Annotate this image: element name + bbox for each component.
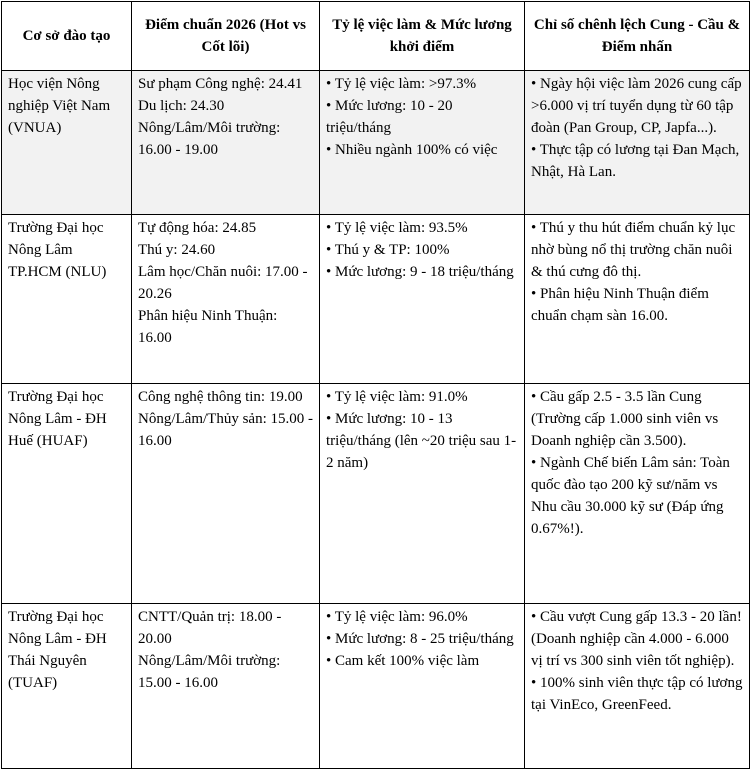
employment-cell (320, 384, 525, 604)
table-row (2, 71, 750, 215)
institution-cell: Học viện Nông nghiệp Việt Nam (VNUA) (2, 71, 132, 215)
score-line: Nông/Lâm/Thủy sản: 15.00 - 16.00 (138, 411, 313, 449)
score-line: Thú y: 24.60 (138, 242, 216, 258)
highlight-line: • Phân hiệu Ninh Thuận điểm chuẩn chạm sàn 16.00. (531, 286, 709, 324)
employment-line: • Tỷ lệ việc làm: 93.5% (326, 220, 468, 236)
scores-cell (132, 604, 320, 769)
scores-cell (132, 215, 320, 384)
highlight-line: • Cầu gấp 2.5 - 3.5 lần Cung (Trường cấp 1.000 sinh viên vs Doanh nghiệp cần 3.500). (531, 389, 719, 449)
scores-cell (132, 384, 320, 604)
highlights-cell (525, 215, 750, 384)
employment-line: • Nhiều ngành 100% có việc (326, 142, 498, 158)
employment-line: • Mức lương: 10 - 13 triệu/tháng (lên ~20 triệu sau 1-2 năm) (326, 411, 517, 471)
institution-cell: Trường Đại học Nông Lâm TP.HCM (NLU) (2, 215, 132, 384)
employment-line: • Mức lương: 8 - 25 triệu/tháng (326, 631, 514, 647)
score-line: Nông/Lâm/Môi trường: 16.00 - 19.00 (138, 120, 281, 158)
score-line: Công nghệ thông tin: 19.00 (138, 389, 303, 405)
highlight-line: • Thực tập có lương tại Đan Mạch, Nhật, Hà Lan. (531, 142, 740, 180)
employment-line: • Mức lương: 9 - 18 triệu/tháng (326, 264, 514, 280)
score-line: Lâm học/Chăn nuôi: 17.00 - 20.26 (138, 264, 308, 302)
table-row (2, 604, 750, 769)
table-row (2, 215, 750, 384)
score-line: Phân hiệu Ninh Thuận: 16.00 (138, 308, 278, 346)
employment-line: • Cam kết 100% việc làm (326, 653, 480, 669)
employment-line: • Thú y & TP: 100% (326, 242, 450, 258)
employment-cell (320, 215, 525, 384)
header-row (2, 2, 750, 71)
highlight-line: • Cầu vượt Cung gấp 13.3 - 20 lần! (Doanh nghiệp cần 4.000 - 6.000 vị trí vs 300 sinh viên tốt nghiệp). (531, 609, 742, 669)
highlight-line: • 100% sinh viên thực tập có lương tại VinEco, GreenFeed. (531, 675, 743, 713)
score-line: Du lịch: 24.30 (138, 98, 225, 114)
score-line: CNTT/Quản trị: 18.00 - 20.00 (138, 609, 282, 647)
highlight-line: • Ngành Chế biến Lâm sản: Toàn quốc đào tạo 200 kỹ sư/năm vs Nhu cầu 30.000 kỹ sư (Đáp ứng 0.67%!). (531, 455, 730, 537)
highlights-cell (525, 604, 750, 769)
employment-cell (320, 604, 525, 769)
highlights-cell (525, 384, 750, 604)
employment-line: • Mức lương: 10 - 20 triệu/tháng (326, 98, 453, 136)
score-line: Sư phạm Công nghệ: 24.41 (138, 76, 303, 92)
header-supply-demand: Chỉ số chênh lệch Cung - Cầu & Điểm nhấn (525, 2, 750, 71)
score-line: Nông/Lâm/Môi trường: 15.00 - 16.00 (138, 653, 281, 691)
scores-cell (132, 71, 320, 215)
table-row (2, 384, 750, 604)
institution-cell: Trường Đại học Nông Lâm - ĐH Huế (HUAF) (2, 384, 132, 604)
institution-cell: Trường Đại học Nông Lâm - ĐH Thái Nguyên (TUAF) (2, 604, 132, 769)
score-line: Tự động hóa: 24.85 (138, 220, 257, 236)
comparison-table (1, 1, 750, 769)
employment-line: • Tỷ lệ việc làm: 96.0% (326, 609, 468, 625)
highlights-cell (525, 71, 750, 215)
highlight-line: • Ngày hội việc làm 2026 cung cấp >6.000 vị trí tuyển dụng từ 60 tập đoàn (Pan Group, CP, Japfa...). (531, 76, 742, 136)
highlight-line: • Thú y thu hút điểm chuẩn kỷ lục nhờ bùng nổ thị trường chăn nuôi & thú cưng đô thị. (531, 220, 736, 280)
header-institution: Cơ sở đào tạo (2, 2, 132, 71)
employment-cell (320, 71, 525, 215)
employment-line: • Tỷ lệ việc làm: 91.0% (326, 389, 468, 405)
header-cutoff-scores: Điểm chuẩn 2026 (Hot vs Cốt lõi) (132, 2, 320, 71)
employment-line: • Tỷ lệ việc làm: >97.3% (326, 76, 477, 92)
header-employment-salary: Tỷ lệ việc làm & Mức lương khởi điểm (320, 2, 525, 71)
